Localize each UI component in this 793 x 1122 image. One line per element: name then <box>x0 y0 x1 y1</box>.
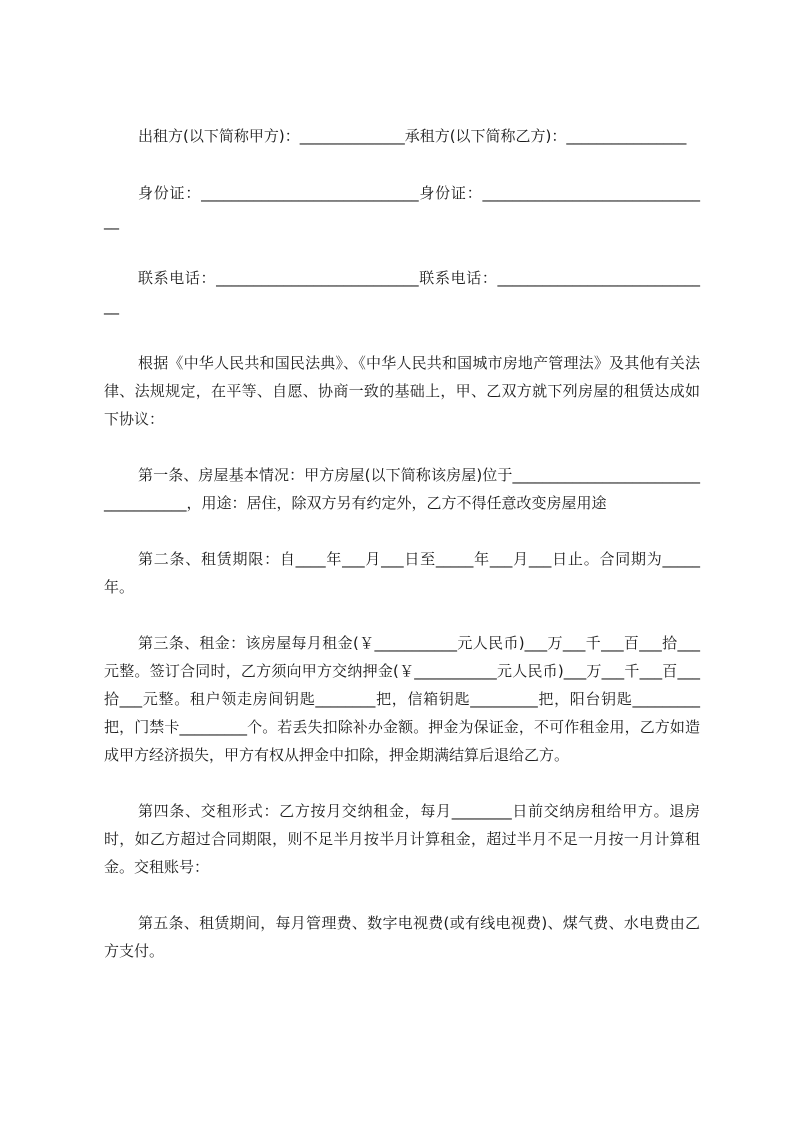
preamble-paragraph: 根据《中华人民共和国民法典》、《中华人民共和国城市房地产管理法》及其他有关法律、法规规定，在平等、自愿、协商一致的基础上，甲、乙双方就下列房屋的租赁达成如下协议： <box>104 354 700 428</box>
phone-line: 联系电话：___________________________联系电话：_____________________________ <box>104 269 700 315</box>
lessor-lessee-line: 出租方(以下简称甲方)：______________承租方(以下简称乙方)：________________ <box>138 127 687 145</box>
article-4-paragraph: 第四条、交租形式：乙方按月交纳租金，每月________日前交纳房租给甲方。退房时，如乙方超过合同期限，则不足半月按半月计算租金，超过半月不足一月按一月计算租金。交租账号： <box>104 802 700 876</box>
id-card-line: 身份证：_____________________________身份证：_______________________________ <box>104 184 700 230</box>
contract-page <box>104 122 700 965</box>
article-5-paragraph: 第五条、租赁期间，每月管理费、数字电视费(或有线电视费)、煤气费、水电费由乙方支付。 <box>104 914 700 960</box>
article-3-paragraph: 第三条、租金：该房屋每月租金(￥___________元人民币)___万___千___百___拾___元整。签订合同时，乙方须向甲方交纳押金(￥___________元人民币)___万___千___百___拾___元整。租户领走房间钥匙________把，信箱钥匙_________把，阳台钥匙_________把，门禁卡_________个。若丢失扣除补办金额。押金为保证金，不可作租金用，乙方如造成甲方经济损失，甲方有权从押金中扣除，押金期满结算后退给乙方。 <box>104 634 700 764</box>
article-2-paragraph: 第二条、租赁期限：自____年___月___日至_____年___月___日止。合同期为_____年。 <box>104 550 700 596</box>
article-1-paragraph: 第一条、房屋基本情况：甲方房屋(以下简称该房屋)位于____________________________________，用途：居住，除双方另有约定外，乙方不得任意改变房屋用途 <box>104 466 700 512</box>
